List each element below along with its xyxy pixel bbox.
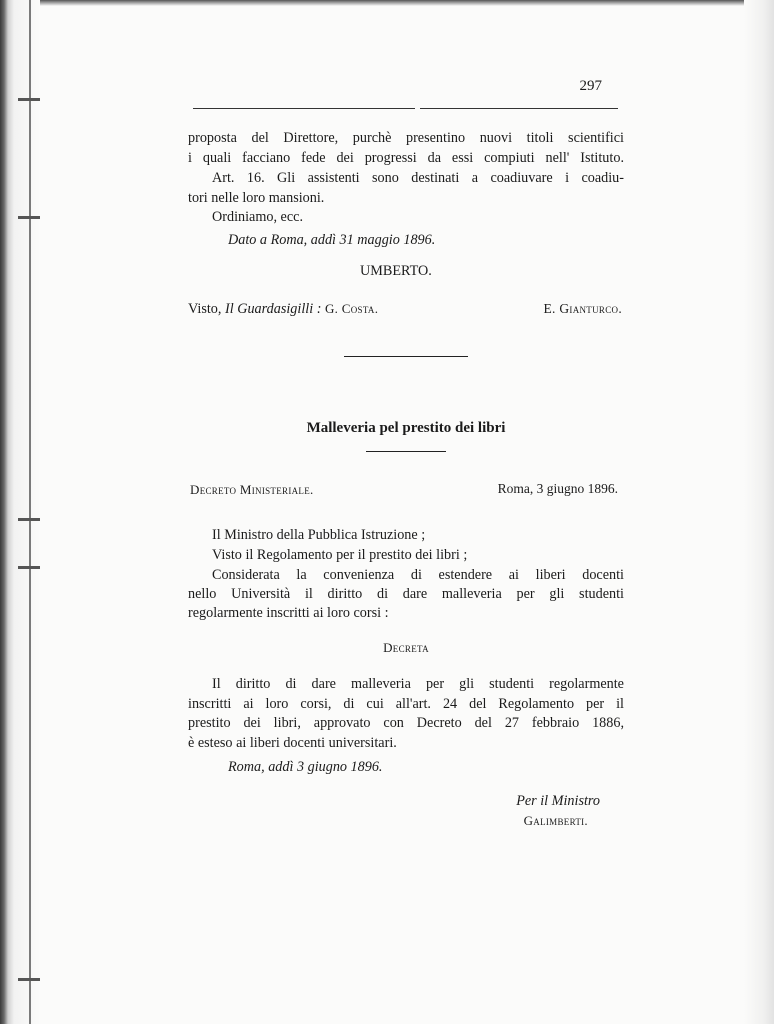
title-underline [366, 451, 446, 452]
binding-mark [18, 216, 40, 219]
header-rule [193, 108, 415, 109]
preamble-line: regolarmente inscritti ai loro corsi : [188, 605, 389, 621]
page-top-edge [0, 0, 774, 6]
text-line: tori nelle loro mansioni. [188, 190, 325, 206]
visto-name: G. Costa. [324, 301, 379, 316]
decreta-heading: Decreta [383, 640, 429, 655]
page-right-edge [744, 0, 774, 1024]
visto-line [188, 299, 448, 319]
body-line: inscritti ai loro corsi, di cui all'art. 24 del Regolamento per il [188, 696, 624, 712]
section-separator [344, 356, 468, 357]
page-number: 297 [579, 78, 602, 94]
preamble-line: Visto il Regolamento per il prestito dei libri ; [212, 547, 468, 563]
decree-place-date: Roma, 3 giugno 1896. [497, 481, 618, 496]
binding-mark [18, 518, 40, 521]
for-minister: Per il Ministro [516, 793, 600, 809]
decree-type: Decreto Ministeriale. [190, 482, 314, 497]
visto-italic: Il Guardasigilli : [225, 301, 322, 317]
text-line: proposta del Direttore, purchè presentino nuovi titoli scientifici [188, 130, 624, 146]
signer-name: UMBERTO. [360, 263, 432, 279]
text-line: Art. 16. Gli assistenti sono destinati a coadiuvare i coadiu- [212, 170, 624, 186]
binding-mark [18, 98, 40, 101]
binding-line [29, 0, 31, 1024]
decree-dated-line: Roma, addì 3 giugno 1896. [228, 759, 383, 775]
countersign-name: E. Gianturco. [543, 301, 622, 316]
body-line: è esteso ai liberi docenti universitari. [188, 735, 397, 751]
minister-signer: Galimberti. [523, 813, 588, 828]
body-line: prestito dei libri, approvato con Decreto del 27 febbraio 1886, [188, 715, 624, 731]
binding-shadow [0, 0, 40, 1024]
text-line: i quali facciano fede dei progressi da essi compiuti nell' Istituto. [188, 150, 624, 166]
preamble-line: Il Ministro della Pubblica Istruzione ; [212, 527, 426, 543]
binding-mark [18, 566, 40, 569]
dated-line: Dato a Roma, addì 31 maggio 1896. [228, 232, 436, 248]
decree-title: Malleveria pel prestito dei libri [306, 420, 506, 436]
preamble-line: nello Università il diritto di dare malleveria per gli studenti [188, 586, 624, 602]
binding-mark [18, 978, 40, 981]
text-line: Ordiniamo, ecc. [212, 209, 303, 225]
visto-prefix: Visto, [188, 301, 222, 317]
header-rule [420, 108, 618, 109]
preamble-line: Considerata la convenienza di estendere ai liberi docenti [212, 567, 624, 583]
body-line: Il diritto di dare malleveria per gli studenti regolarmente [212, 676, 624, 692]
